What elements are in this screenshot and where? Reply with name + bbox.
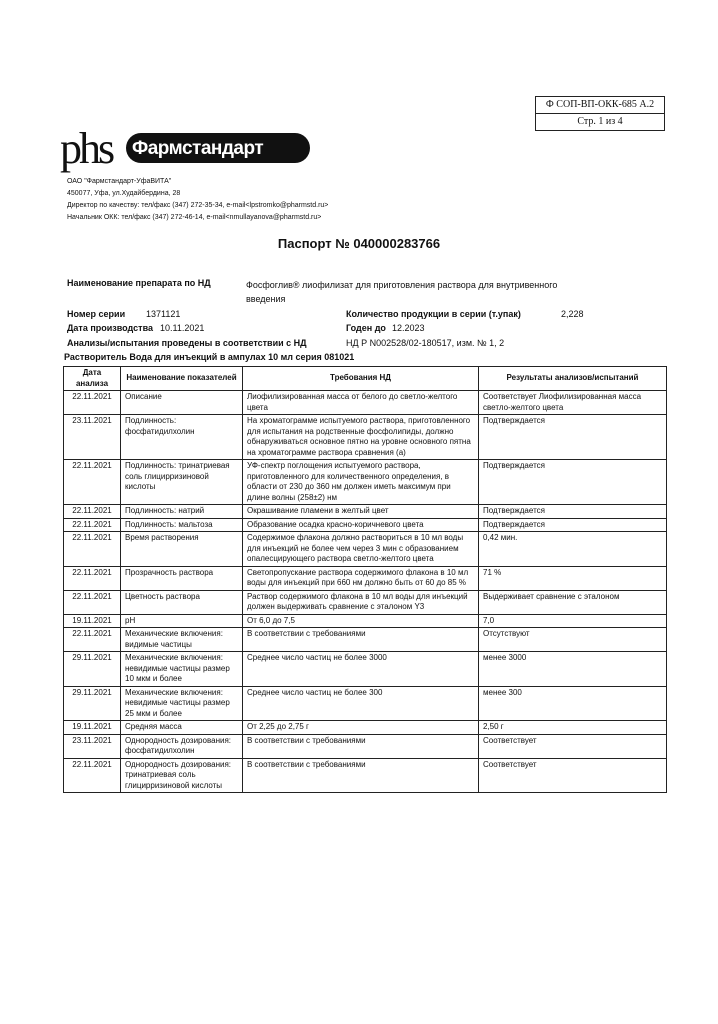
table-body [64,391,667,793]
indicator-cell: pH [121,614,243,628]
indicator-cell: Механические включения: невидимые частицы размер 10 мкм и более [121,652,243,687]
result-cell: 71 % [479,566,667,590]
requirement-cell: В соответствии с требованиями [243,758,479,793]
production-date-value: 10.11.2021 [160,323,205,333]
expiry-label: Годен до [346,323,386,333]
requirement-cell: Образование осадка красно-коричневого цвета [243,518,479,532]
requirement-cell: В соответствии с требованиями [243,628,479,652]
indicator-cell: Прозрачность раствора [121,566,243,590]
indicator-cell: Цветность раствора [121,590,243,614]
requirement-cell: Окрашивание пламени в желтый цвет [243,505,479,519]
company-contacts [67,176,328,224]
logo-name: Фармстандарт [132,138,264,159]
requirement-cell: Раствор содержимого флакона в 10 мл воды для инъекций должен выдерживать сравнение с эталоном Y3 [243,590,479,614]
form-code-box [535,96,665,131]
series-value: 1371121 [146,309,181,319]
col-header-indicator: Наименование показателей [121,367,243,391]
requirement-cell: От 2,25 до 2,75 г [243,721,479,735]
indicator-cell: Подлинность: фосфатидилхолин [121,415,243,460]
requirement-cell: Содержимое флакона должно раствориться в 10 мл воды для инъекций не более чем через 3 мин с образованием опалесцирующего раствора светло-желтого цвета [243,532,479,567]
table-row [64,518,667,532]
date-cell: 19.11.2021 [64,614,121,628]
table-row [64,686,667,721]
table-row [64,590,667,614]
table-row [64,532,667,567]
date-cell: 22.11.2021 [64,505,121,519]
indicator-cell: Механические включения: видимые частицы [121,628,243,652]
requirement-cell: Светопропускание раствора содержимого флакона в 10 мл воды для инъекций при 660 нм должно быть от 60 до 85 % [243,566,479,590]
analysis-label: Анализы/испытания проведены в соответствии с НД [67,338,307,348]
indicator-cell: Подлинность: натрий [121,505,243,519]
date-cell: 29.11.2021 [64,652,121,687]
indicator-cell: Подлинность: тринатриевая соль глицирризиновой кислоты [121,460,243,505]
date-cell: 22.11.2021 [64,518,121,532]
table-row [64,758,667,793]
result-cell: менее 300 [479,686,667,721]
result-cell: Подтверждается [479,460,667,505]
result-cell: Соответствует [479,758,667,793]
table-row [64,391,667,415]
logo-pill [126,133,310,163]
result-cell: Отсутствуют [479,628,667,652]
indicator-cell: Однородность дозирования: фосфатидилхолин [121,734,243,758]
table-row [64,415,667,460]
requirement-cell: Среднее число частиц не более 3000 [243,652,479,687]
requirement-cell: На хроматограмме испытуемого раствора, приготовленного для испытания на родственные фосфолипиды, должно обнаруживаться основное пятно на уровне основного пятна на хроматограмме раствора сравнения (а) [243,415,479,460]
indicator-cell: Механические включения: невидимые частицы размер 25 мкм и более [121,686,243,721]
results-table [63,366,667,793]
requirement-cell: В соответствии с требованиями [243,734,479,758]
company-name: ОАО "Фармстандарт-УфаВИТА" [67,178,172,185]
series-label: Номер серии [67,309,126,319]
table-row [64,614,667,628]
result-cell: 7,0 [479,614,667,628]
table-row [64,505,667,519]
date-cell: 22.11.2021 [64,532,121,567]
col-header-date: Дата анализа [64,367,121,391]
company-address: 450077, Уфа, ул.Худайбердина, 28 [67,190,181,197]
table-row [64,460,667,505]
expiry-value: 12.2023 [392,323,425,333]
result-cell: 0,42 мин. [479,532,667,567]
result-cell: Подтверждается [479,415,667,460]
requirement-cell: Лиофилизированная масса от белого до светло-желтого цвета [243,391,479,415]
requirement-cell: Среднее число частиц не более 300 [243,686,479,721]
result-cell: 2,50 г [479,721,667,735]
date-cell: 22.11.2021 [64,758,121,793]
quantity-value: 2,228 [561,309,584,319]
indicator-cell: Подлинность: мальтоза [121,518,243,532]
indicator-cell: Однородность дозирования: тринатриевая соль глицирризиновой кислоты [121,758,243,793]
col-header-requirements: Требования НД [243,367,479,391]
requirement-cell: УФ-спектр поглощения испытуемого раствора, приготовленного для количественного определения, в области от 230 до 360 нм должен иметь максимум при длине волны (258±2) нм [243,460,479,505]
indicator-cell: Время растворения [121,532,243,567]
analysis-value: НД Р N002528/02-180517, изм. № 1, 2 [346,338,505,348]
indicator-cell: Средняя масса [121,721,243,735]
table-header-row [64,367,667,391]
date-cell: 22.11.2021 [64,566,121,590]
date-cell: 22.11.2021 [64,460,121,505]
quantity-label: Количество продукции в серии (т.упак) [346,309,521,319]
production-date-label: Дата производства [67,323,153,333]
company-logo [60,124,264,173]
solvent-line: Растворитель Вода для инъекций в ампулах 10 мл серия 081021 [64,352,355,362]
result-cell: Выдерживает сравнение с эталоном [479,590,667,614]
date-cell: 29.11.2021 [64,686,121,721]
director-contact: Директор по качеству: тел/факс (347) 272-35-34, e-mail<lpstromko@pharmstd.ru> [67,202,329,209]
table-row [64,734,667,758]
table-row [64,721,667,735]
result-cell: Подтверждается [479,505,667,519]
indicator-cell: Описание [121,391,243,415]
col-header-results: Результаты анализов/испытаний [479,367,667,391]
date-cell: 22.11.2021 [64,628,121,652]
page-title: Паспорт № 040000283766 [277,236,441,251]
drug-value: Фосфоглив® лиофилизат для приготовления раствора для внутривенного введения [246,280,558,304]
date-cell: 23.11.2021 [64,415,121,460]
result-cell: Соответствует [479,734,667,758]
drug-label: Наименование препарата по НД [67,278,211,288]
result-cell: Соответствует Лиофилизированная масса светло-желтого цвета [479,391,667,415]
table-row [64,628,667,652]
form-code: Ф СОП-ВП-ОКК-685 А.2 [545,99,655,110]
table-row [64,652,667,687]
date-cell: 23.11.2021 [64,734,121,758]
date-cell: 19.11.2021 [64,721,121,735]
table-row [64,566,667,590]
page-counter: Стр. 1 из 4 [536,113,664,130]
date-cell: 22.11.2021 [64,590,121,614]
head-okk-contact: Начальник ОКК: тел/факс (347) 272-46-14, e-mail<nmullayanova@pharmstd.ru> [67,214,322,221]
requirement-cell: От 6,0 до 7,5 [243,614,479,628]
result-cell: менее 3000 [479,652,667,687]
result-cell: Подтверждается [479,518,667,532]
date-cell: 22.11.2021 [64,391,121,415]
logo-mark: phs [60,124,113,173]
